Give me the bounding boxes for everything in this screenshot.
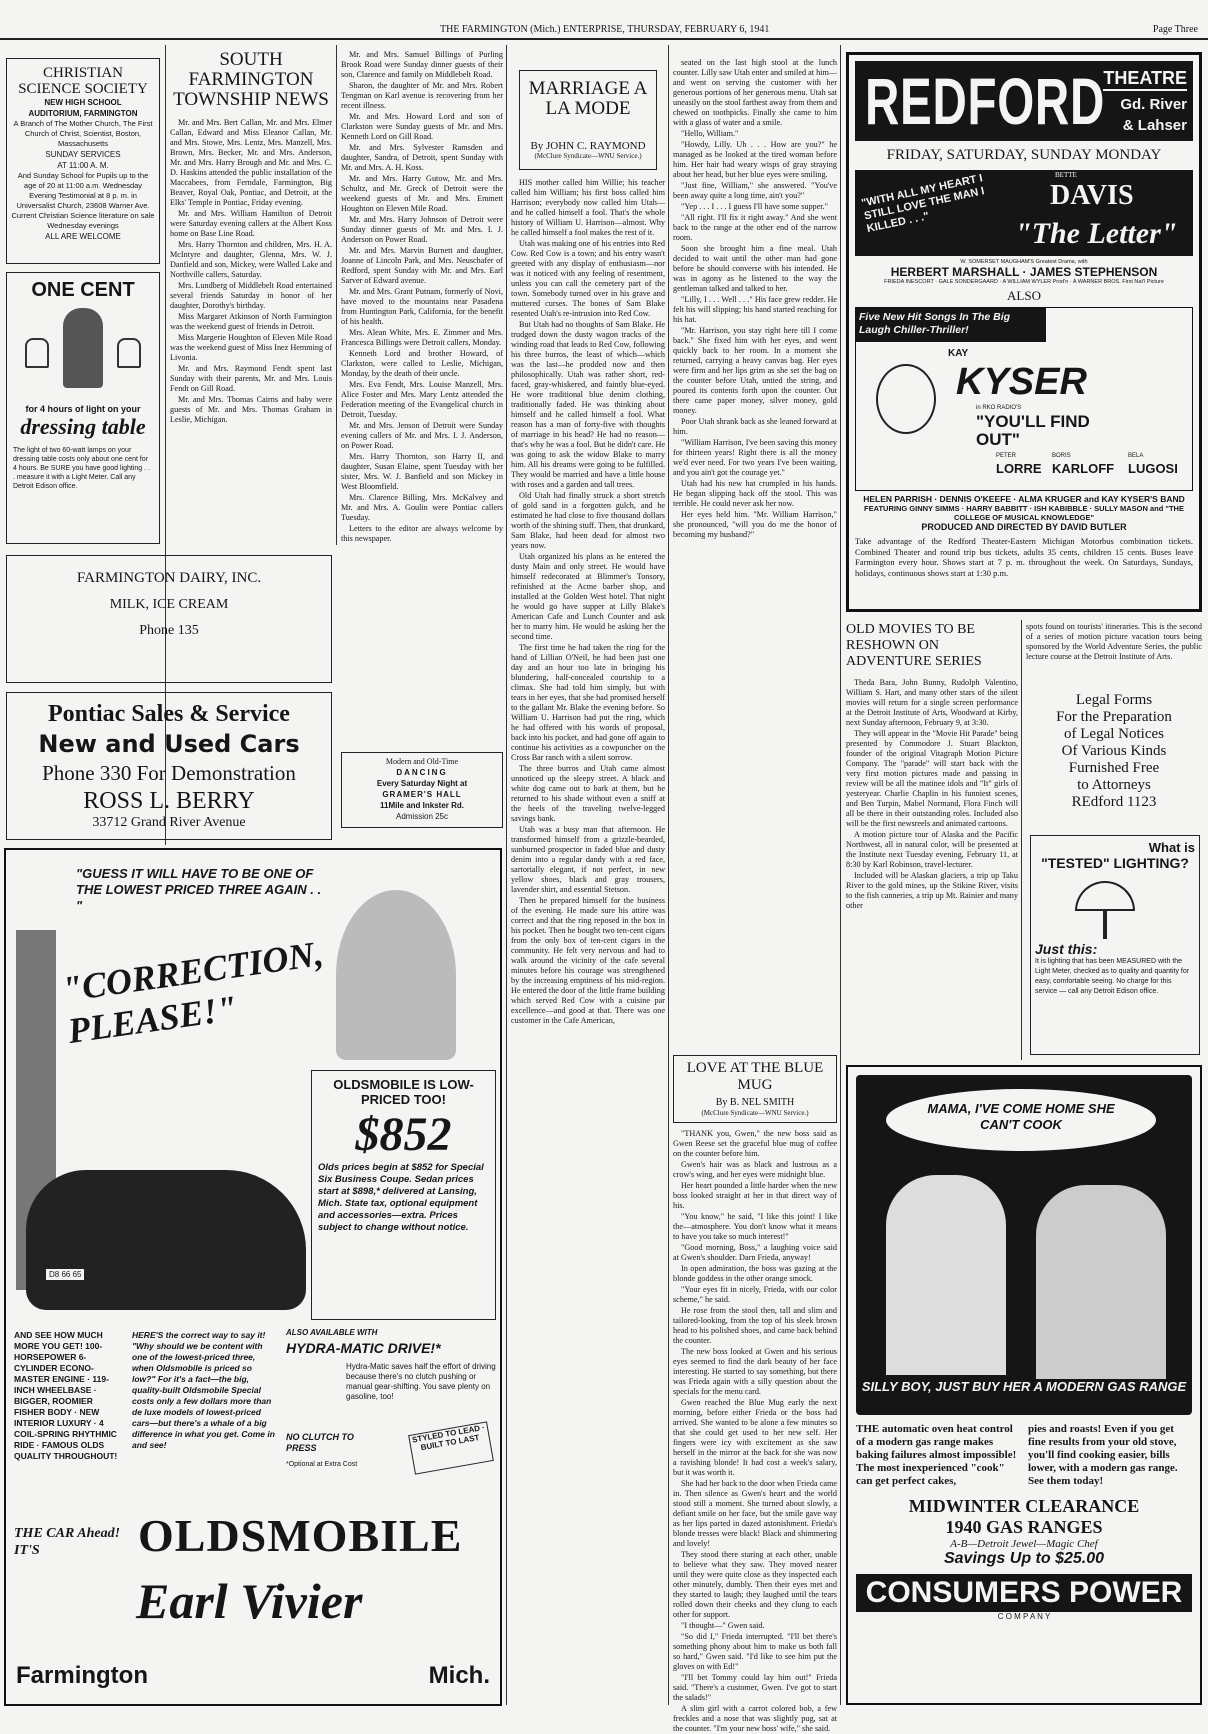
ad-headline: "CORRECTION, PLEASE!" bbox=[59, 933, 326, 1052]
notice-line: SUNDAY SERVICES bbox=[45, 150, 121, 159]
oldsmobile-ad bbox=[4, 848, 502, 1706]
paragraph: He rose from the stool then, tall and slim and tailored-looking, from the top of his sleek brown head to his polished shoes, and came back behind the counter. bbox=[673, 1306, 837, 1345]
old-movies-continued: spots found on tourists' itineraries. This is the second of a series of motion picture vacation tours being sponsored by the World Adventure Series, the public lecture course at the Detroit Institute of Arts. bbox=[1026, 622, 1202, 661]
paragraph: "So did I," Frieda interrupted. "I'll bet there's something phony about him to make us both fall so hard," Gwen said. "I'd like to see him put the gloves on with Ed!" bbox=[673, 1632, 837, 1671]
paragraph: Gwen reached the Blue Mug early the next morning, before either Frieda or the boss had arrived. She wanted to be alone a few minutes so that she could get used to her new self. Her fingers were icy with excitement as she saw herself in the mirror at the back for she was now a ravishing blonde! It had cost a week's salary, but it was worth it. bbox=[673, 1398, 837, 1477]
paragraph: "Just fine, William," she answered. "You've been away quite a long time, ain't you?" bbox=[673, 181, 837, 200]
ad-title: What is bbox=[1148, 840, 1195, 855]
paragraph: Mr. and Mrs. Howard Lord and son of Clarkston were Sunday guests of Mr. and Mrs. Kenneth Lord on Gill Road. bbox=[341, 112, 503, 141]
paragraph: "Lilly, I . . . Well . . ." His face grew redder. He felt his will slipping; his hand started reaching for his hat. bbox=[673, 295, 837, 324]
paragraph: Mr. and Mrs. Sylvester Ramsden and daughter, Sandra, of Detroit, spent Sunday with Mr. and Mrs. A. H. Koss. bbox=[341, 143, 503, 172]
film-credit: FRIEDA INESCORT · GALE SONDERGAARD · A WILLIAM WYLER Prod'n · A WARNER BROS. First Nat'l Picture bbox=[884, 279, 1164, 285]
notice-line: AUDITORIUM, FARMINGTON bbox=[28, 109, 138, 118]
marriage-a-la-mode-story bbox=[511, 50, 665, 1705]
film-tagline: Five New Hit Songs In The Big Laugh Chiller-Thriller! bbox=[856, 308, 1046, 342]
column-rule bbox=[1021, 620, 1022, 1060]
dealer-state: Mich. bbox=[428, 1662, 490, 1689]
paragraph: A motion picture tour of Alaska and the Pacific Northwest, all in natural color, will be presented at the Institute next Tuesday evening, February 11, at 8:30 by Karl Robinson, travel-lecturer. bbox=[846, 830, 1018, 869]
bus-ticket-notice: Take advantage of the Redford Theater-Eastern Michigan Motorbus combination tickets. Combined Theater and round trip bus tickets, adults 35 cents, children 15 cents. Buses leave Farmington every hour. Shows start at 7 p. m. throughout the week. On Saturdays, Sundays, holidays, continuous shows start at 1:30 p.m. bbox=[855, 536, 1193, 578]
column-rule bbox=[506, 45, 507, 1705]
paragraph: Utah was making one of his entries into Red Cow. Red Cow is a town; and his entry wasn't greeted with any display of enthusiasm—nor was it noticed with any feeling of resentment, unless you can call the cemetery part of the town. Somebody turned over in his grave and muttered curses. The bones of Sam Blake resented Utah's re-intrusion into Red Cow. bbox=[511, 239, 665, 318]
theatre-address: & Lahser bbox=[1122, 117, 1187, 134]
optional-note: *Optional at Extra Cost bbox=[286, 1461, 358, 1468]
paragraph: Mrs. Harry Thornton, son Harry II, and daughter, Susan Elaine, spent Tuesday with her sister, Mrs. W. J. Banfield and son Mickey in West Bloomfield. bbox=[341, 452, 503, 491]
film-title: "YOU'LL FIND OUT" bbox=[976, 412, 1090, 449]
notice-line: REdford 1123 bbox=[1071, 794, 1157, 810]
ad-body: It is lighting that has been MEASURED with the Light Meter, checked as to quality and quantity for easy, comfortable seeing. No charge for this service — call any Detroit Edison office. bbox=[1035, 958, 1190, 995]
kyser-portrait bbox=[876, 364, 936, 434]
story-headline: LOVE AT THE BLUE MUG bbox=[686, 1060, 824, 1093]
price-details: Olds prices begin at $852 for Special Six Business Coupe. Sedan prices start at $898,* delivered at Lansing, Mich. State tax, optional equipment and accessories—extra. Prices subject to change without notice. bbox=[318, 1162, 484, 1233]
paragraph: Mr. and Mrs. Samuel Billings of Purling Brook Road were Sunday dinner guests of their son, Clarence and family on Middlebelt Road. bbox=[341, 50, 503, 79]
film-director: PRODUCED AND DIRECTED BY DAVID BUTLER bbox=[921, 522, 1127, 532]
tested-lighting-ad bbox=[1030, 835, 1200, 1055]
star-name: LORRE bbox=[996, 461, 1042, 476]
lamp-illustration bbox=[23, 308, 143, 398]
brand-name: OLDSMOBILE bbox=[138, 1510, 463, 1561]
masthead-title: THE FARMINGTON (Mich.) ENTERPRISE, THURSDAY, FEBRUARY 6, 1941 bbox=[440, 24, 770, 35]
paragraph: The new boss looked at Gwen and his serious eyes seemed to find the dark beauty of her face interesting. He started to say something, but there was Frieda again with a silly question about the specials for the menu card. bbox=[673, 1347, 837, 1396]
notice-line: NEW HIGH SCHOOL bbox=[44, 98, 122, 107]
paragraph: seated on the last high stool at the lunch counter. Lilly saw Utah enter and smiled at him—and went on serving the customer with her generous portions of her generous menu. Utah sat uneasily on the stool farthest away from them and chewed on toothpicks. Finally she came to him with a glass of water and a smile. bbox=[673, 58, 837, 127]
notice-line: AT 11:00 A. M. bbox=[57, 161, 109, 170]
social-notes-column bbox=[341, 50, 503, 745]
dealer-name: Earl Vivier bbox=[136, 1573, 363, 1629]
company-logo: CONSUMERS POWER bbox=[856, 1574, 1192, 1612]
license-plate: D8 66 65 bbox=[46, 1269, 84, 1280]
notice-line: of Legal Notices bbox=[1064, 726, 1164, 742]
ad-subtitle: for 4 hours of light on your bbox=[25, 404, 141, 414]
marriage-story-continued bbox=[673, 58, 837, 1053]
paragraph: Mrs. Alean White, Mrs. E. Zimmer and Mrs. Francesca Billings were Detroit callers, Monday. bbox=[341, 328, 503, 347]
ad-line: New and Used Cars bbox=[38, 730, 300, 758]
legal-forms-notice bbox=[1026, 692, 1202, 811]
paragraph: "William Harrison, I've been saving this money for thirteen years! Right there is all the money we'd ever need. For two years I've been waiting, and you ain't got the courage yet." bbox=[673, 438, 837, 477]
film-credit: W. SOMERSET MAUGHAM'S Greatest Drama, with bbox=[960, 259, 1088, 265]
paragraph: Mrs. Harry Thornton and children, Mrs. H. A. McIntyre and daughter, Glenna, Mrs. W. J. Danfield and son, Mickey, were Walled Lake and Northville callers, Saturday. bbox=[170, 240, 332, 279]
paragraph: In open admiration, the boss was gazing at the blonde goddess in the other orange smock. bbox=[673, 1264, 837, 1283]
notice-line: And Sunday School for Pupils up to the age of 20 at 11:00 a.m. Wednesday Evening Testimonial at 8 p. m. in Universalist Church, 23608 Warner Ave. Current Christian Science literature on sale Wednesday evenings bbox=[11, 171, 155, 230]
sale-headline: MIDWINTER CLEARANCE bbox=[908, 1496, 1140, 1516]
article-headline: SOUTH FARMINGTON TOWNSHIP NEWS bbox=[173, 49, 329, 110]
notice-line: Furnished Free bbox=[1068, 760, 1160, 776]
the-letter-banner bbox=[855, 170, 1193, 256]
feature-list: AND SEE HOW MUCH MORE YOU GET! 100-HORSEPOWER 6-CYLINDER ECONO-MASTER ENGINE · 119-INCH WHEELBASE · BIGGER, ROOMIER FISHER BODY · NEW INTERIOR LUXURY · 4 COIL-SPRING RHYTHMIC RIDE · FAMOUS OLDS QUALITY THROUGHOUT! bbox=[14, 1330, 118, 1461]
youll-find-out-ad bbox=[855, 307, 1193, 491]
paragraph: Soon she brought him a fine meal. Utah decided to wait until the other man had gone before he should converse with his intended. He was in agony as he listened to the way the gentleman talked and talked to her. bbox=[673, 244, 837, 293]
hydra-headline: HYDRA-MATIC DRIVE!* bbox=[286, 1340, 441, 1356]
theatre-address: Gd. River bbox=[1120, 96, 1187, 113]
ad-body: THE automatic oven heat control of a modern gas range makes baking failures almost impossible! The most inexperienced "cook" can get perfect cakes, bbox=[856, 1423, 1017, 1487]
ad-script: dressing table bbox=[20, 414, 146, 439]
paragraph: She had her back to the door when Frieda came in. Then silence as Gwen's heart and the world stood still a moment. She turned about slowly, a defiant smile on her face, but the smile gave way as her lips parted in dazed astonishment. Frieda's blonde tresses were black! Black and shimmering and lovely! bbox=[673, 1479, 837, 1548]
paragraph: But Utah had no thoughts of Sam Blake. He trudged down the dusty wagon tracks of the winding road that leads to Red Cow, following his three burros, the least of which—which was the last—he prodded now and then philosophically. Utah was rather short, red-faced, gray-whiskered, and faintly blue-eyed. He wore traditional blue denim clothing, traditionally faded. He was thinking about himself and he called himself a fool. What reason has a man of forty-five with thoughts of marriage in his head? He had no reason—that's why he was a fool. But he didn't care. He was going to ask the widow Blake to marry him. All his dreams were going to be fulfilled. They would be married and have a little house with roses and a garden and tall trees. bbox=[511, 320, 665, 489]
no-clutch-label: NO CLUTCH TO PRESS bbox=[286, 1432, 354, 1453]
star-name: DAVIS bbox=[1050, 180, 1134, 211]
dealer-town: Farmington bbox=[16, 1662, 148, 1689]
paragraph: Then he prepared himself for the business of the evening. He made sure his attire was correct and that the ring reposed in the box in his pocket. Then he bought two ten-cent cigars from the only box of ten-cent cigars in the community. He felt very nervous and had to walk around the vicinity of the cafe several minutes before his courage was strengthened by the increasing emptiness of his mid-region. He entered the door of the little frame building which served Red Cow with a cuisine par excellence—and good at that. There was one customer in the Cafe American, bbox=[511, 896, 665, 1025]
story-syndicate: (McClure Syndicate—WNU Service.) bbox=[534, 152, 642, 160]
paragraph: Mr. and Mrs. Thomas Cairns and baby were guests of Mr. and Mrs. Thomas Graham in Leslie, Michigan. bbox=[170, 395, 332, 424]
car-illustration bbox=[26, 1170, 306, 1310]
paragraph: Utah had his new hat crumpled in his hands. He began slipping back off the stool. This was terrible. He could never ask her now. bbox=[673, 479, 837, 508]
gramers-hall-ad bbox=[341, 752, 503, 828]
notice-line: For the Preparation bbox=[1056, 709, 1172, 725]
paragraph: Included will be Alaskan glaciers, a trip up Taku River to the gold mines, up the Stikine River, visits to the fish canneries, a trip up Mt. Rainier and many other bbox=[846, 871, 1018, 910]
paragraph: Letters to the editor are always welcome by this newspaper. bbox=[341, 524, 503, 543]
paragraph: Utah was a busy man that afternoon. He transformed himself from a grizzle-bearded, sunburned prospector in faded blue and dusty denim into a regular dandy with a red face, sartorially elegant, if not perfect, in new yellow shoes, black and gray trousers, lavender shirt, and essential Stetson. bbox=[511, 825, 665, 894]
paragraph: Mr. and Mrs. Marvin Burnett and daughter, Joanne of Lincoln Park, and Mrs. Neuschafer of Redford, spent Sunday with Mr. and Mrs. Earl Sarver of Edward avenue. bbox=[341, 246, 503, 285]
ad-line: 11Mile and Inkster Rd. bbox=[379, 801, 465, 810]
hydra-body: Hydra-Matic saves half the effort of driving because there's no clutch pushing or manual gear-shifting. You save plenty on gasoline, too! bbox=[346, 1362, 496, 1401]
paragraph: Mrs. Lundberg of Middlebelt Road entertained several friends Saturday in honor of her daughter, Dorothy's birthday. bbox=[170, 281, 332, 310]
paragraph: Kenneth Lord and brother Howard, of Clarkston, were called to Leslie, Michigan, Monday, by the death of their uncle. bbox=[341, 349, 503, 378]
paragraph: Sharon, the daughter of Mr. and Mrs. Robert Tengman on Karl avenue is recovering from her recent illness. bbox=[341, 81, 503, 110]
paragraph: "Your eyes fit in nicely, Frieda, with our color scheme," he said. bbox=[673, 1285, 837, 1304]
paragraph: They stood there staring at each other, unable to believe what they saw. They moved nearer until they were quite close as they inspected each other minutely, dumbly. Then their eyes met and they started to laugh; they laughed until the tears rolled down their cheeks and they clung to each other for support. bbox=[673, 1550, 837, 1619]
sale-brands: A-B—Detroit Jewel—Magic Chef bbox=[950, 1538, 1098, 1550]
ad-caption: SILLY BOY, JUST BUY HER A MODERN GAS RANGE bbox=[856, 1379, 1192, 1411]
paragraph: Mr. and Mrs. Jenson of Detroit were Sunday evening callers of Mr. and Mrs. I. J. Anderson, on Power Road. bbox=[341, 421, 503, 450]
ad-body: The light of two 60-watt lamps on your dressing table costs only about one cent for 4 hours. Be SURE you have good lighting . . . measure it with a Light Meter. Call any Detroit Edison office. bbox=[13, 447, 150, 490]
one-cent-ad bbox=[6, 272, 160, 544]
film-stars: HERBERT MARSHALL · JAMES STEPHENSON bbox=[890, 265, 1158, 279]
star-first-name: BETTE bbox=[1055, 171, 1077, 179]
ad-line: 33712 Grand River Avenue bbox=[92, 815, 246, 830]
article-headline: OLD MOVIES TO BE RESHOWN ON ADVENTURE SERIES bbox=[846, 622, 982, 669]
column-rule bbox=[336, 45, 337, 545]
farmington-dairy-ad bbox=[6, 555, 332, 683]
consumers-power-gas-range-ad bbox=[846, 1065, 1202, 1705]
redford-theatre-ad bbox=[846, 52, 1202, 612]
star-name: KYSER bbox=[956, 361, 1087, 403]
paragraph: Theda Bara, John Bunny, Rudolph Valentino, William S. Hart, and many other stars of the silent movies will return for a single screen performance at the Detroit Institute of Arts, Woodward at Kirby, next Sunday afternoon, February 9, at 3:30. bbox=[846, 678, 1018, 727]
sale-savings: Savings Up to $25.00 bbox=[943, 1550, 1105, 1567]
paragraph: Mr. and Mrs. William Hamilton of Detroit were Saturday evening callers at the Albert Koss home on Base Line Road. bbox=[170, 209, 332, 238]
paragraph: "Howdy, Lilly. Uh . . . How are you?" he managed as he looked at the tired woman before him. Her hair had weary wisps of gray straying about her head, but her blue eyes were smiling. bbox=[673, 140, 837, 179]
sale-headline: 1940 GAS RANGES bbox=[945, 1517, 1103, 1537]
paragraph: "Yep . . . I . . . I guess I'll have some supper." bbox=[681, 202, 828, 211]
paragraph: Miss Margerie Houghton of Eleven Mile Road was the weekend guest of Miss Inez Hemming of Livonia. bbox=[170, 333, 332, 362]
paragraph: "You know," he said, "I like this joint! I like the—atmosphere. You don't know what it means to have you take so much interest!" bbox=[673, 1212, 837, 1241]
pontiac-ad bbox=[6, 692, 332, 840]
speech-bubble: MAMA, I'VE COME HOME SHE CAN'T COOK bbox=[886, 1089, 1156, 1151]
notice-line: Legal Forms bbox=[1075, 692, 1153, 708]
paragraph: Poor Utah shrank back as she leaned forward at him. bbox=[673, 417, 837, 436]
paragraph: Utah organized his plans as he entered the dusty Main and only street. He would have himself redecorated at Blimmer's Tonsory, refinished at the Acme barber shop, and installed at the Golden West hotel. That night he would go have supper at Lilly Blake's American Cafe and Lunch Counter and ask her to marry him. He would be asking her the second time. bbox=[511, 552, 665, 641]
ad-line: GRAMER'S HALL bbox=[382, 790, 462, 799]
theatre-label: THEATRE bbox=[1103, 67, 1187, 91]
paragraph: "THANK you, Gwen," the new boss said as Gwen Reese set the graceful blue mug of coffee on the counter before him. bbox=[673, 1129, 837, 1158]
price-box bbox=[311, 1070, 496, 1320]
paragraph: Mr. and Mrs. Harry Johnson of Detroit were Sunday dinner guests of Mr. and Mrs. I. J. Anderson on Power Road. bbox=[341, 215, 503, 244]
lamp-icon bbox=[1035, 871, 1195, 941]
ad-subtitle: Just this: bbox=[1035, 941, 1098, 957]
ad-body: pies and roasts! Even if you get fine results from your old stove, you'll find cooking easier, bills lower, with a modern gas range. See them today! bbox=[1028, 1423, 1178, 1487]
gas-range-illustration bbox=[856, 1075, 1192, 1415]
paragraph: "I'll bet Tommy could lay him out!" Frieda said. "There's a customer, Gwen. I've got to start the salads!" bbox=[673, 1673, 837, 1702]
old-movies-article bbox=[846, 622, 1018, 1062]
notice-title: CHRISTIAN SCIENCE SOCIETY bbox=[18, 65, 148, 97]
star-first-name: BORIS bbox=[1052, 453, 1071, 459]
star-first-name: BELA bbox=[1128, 453, 1144, 459]
paragraph: A slim girl with a carrot colored bob, a few freckles and a nose that was slightly pug, sat at the counter. "I'm your new boss' wife," she said. bbox=[673, 1704, 837, 1733]
notice-line: A Branch of The Mother Church, The First Church of Christ, Scientist, Boston, Massachusetts bbox=[13, 119, 153, 148]
theatre-name: REDFORD bbox=[865, 64, 1105, 138]
ad-line: Pontiac Sales & Service bbox=[48, 701, 290, 727]
south-farmington-news bbox=[170, 50, 332, 550]
styled-to-lead-badge: STYLED TO LEAD · BUILT TO LAST bbox=[408, 1421, 494, 1474]
star-first-name: PETER bbox=[996, 453, 1017, 459]
price-value: $852 bbox=[355, 1108, 452, 1161]
ad-line: Every Saturday Night at bbox=[376, 779, 468, 788]
masthead bbox=[0, 0, 1208, 40]
theatre-banner bbox=[855, 61, 1193, 141]
film-tagline: "WITH ALL MY HEART I STILL LOVE THE MAN I KILLED . . ." bbox=[860, 172, 986, 236]
car-ahead-slogan: THE CAR Ahead! IT'S bbox=[14, 1526, 121, 1558]
paragraph: Old Utah had finally struck a short stretch of gold sand in a forgotten gulch, and he estimated he had close to five thousand dollars worth of the shining stuff. Then, that drunkard, Sam Blake, had been dead for almost two years now. bbox=[511, 491, 665, 550]
ad-line: Phone 330 For Demonstration bbox=[42, 761, 296, 785]
ad-quote: "GUESS IT WILL HAVE TO BE ONE OF THE LOWEST PRICED THREE AGAIN . . " bbox=[76, 866, 322, 913]
paragraph: Mr. and Mrs. Grant Putnam, formerly of Novi, have moved to the mountains near Pasadena from Huntington Park, California, for the benefit of his health. bbox=[341, 287, 503, 326]
price-headline: OLDSMOBILE IS LOW-PRICED TOO! bbox=[333, 1077, 474, 1107]
star-first-name: KAY bbox=[948, 348, 969, 359]
company-logo-sub: C O M P A N Y bbox=[997, 1612, 1051, 1621]
man-illustration bbox=[336, 890, 456, 1060]
story-syndicate: (McClure Syndicate—WNU Service.) bbox=[701, 1109, 809, 1117]
paragraph: "Hello, William." bbox=[681, 129, 739, 138]
notice-line: Of Various Kinds bbox=[1061, 743, 1167, 759]
paragraph: "Mr. Harrison, you stay right here till I come back." She fixed him with her eyes, and went quickly back to her room. In a moment she returned, carrying a heavy canvas bag. Her eyes were firm and her lips grim as she set the bag on the counter before Utah, untied the string, and poured its contents forth upon the counter. Out there came paper money, silver money, gold money. bbox=[673, 326, 837, 415]
page-number: Page Three bbox=[1152, 24, 1198, 35]
hydra-label: ALSO AVAILABLE WITH bbox=[286, 1328, 378, 1337]
ad-line: DANCING bbox=[396, 768, 448, 777]
ad-line: MILK, ICE CREAM bbox=[109, 597, 229, 612]
column-rule bbox=[668, 45, 669, 1705]
paragraph: The first time he had taken the ring for the hand of Lillian O'Neil, he had been just one day and an hour too late in bringing his blundering, half-concealed courtship to a climax. She had told him simply, but with tears in her eyes, that she had promised herself to the gallant Mr. Blake the evening before. So William U. Harrison had put the ring, which he had offered with his words of proposal, back into his pocket, and had gone off again to continue his activities as a cowpuncher on the Cross Bar ranch with a silent sorrow. bbox=[511, 643, 665, 762]
paragraph: Her eyes held him. "Mr. William Harrison," she pronounced, "will you do me the honor of becoming my husband?" bbox=[673, 510, 837, 539]
love-at-blue-mug-story bbox=[673, 1055, 837, 1733]
paragraph: "I thought—" Gwen said. bbox=[681, 1621, 765, 1630]
star-name: KARLOFF bbox=[1052, 461, 1115, 476]
story-byline: By JOHN C. RAYMOND bbox=[530, 140, 646, 152]
paragraph: Mr. and Mrs. Harry Gutow, Mr. and Mrs. Schultz, and Mr. Greck of Detroit were the weekend guests of Mr. and Mrs. Emmett Houghton on Eleven Mile Road. bbox=[341, 174, 503, 213]
paragraph: Mr. and Mrs. Bert Callan, Mr. and Mrs. Elmer Callan, Edward and Miss Eleanor Callan, Mr. and Mrs. Stowe, Mrs. Lentz, Mrs. Manzell, Mrs. Brown, Mrs. Becker, Mr. and Mrs. Anderson, Mr. and Mrs. Harry Brough and Mr. and Mrs. C. D. Haskins attended the public installation of the Maccabees, from Ferndale, Farmington, Big Beaver, Royal Oak, Pontiac, and Detroit, at the Elks' Temple in Pontiac, Friday evening. bbox=[170, 118, 332, 207]
studio-credit: in RKO RADIO'S bbox=[976, 405, 1022, 411]
paragraph: HIS mother called him Willie; his teacher called him William; his first boss called him Harrison; everybody now called him Utah—and he called himself a fool. That's the whole history of William U. Harrison—almost. Why he called himself a fool makes the rest of it. bbox=[511, 178, 665, 237]
paragraph: They will appear in the "Movie Hit Parade" being presented by Commodore J. Stuart Blackton, founder of the original Vitagraph Motion Picture Company. The "parade" will start back with the very first motion pictures made and passing in review will be all the matinee idols and "It" girls of yesteryear. Charlie Chaplin in his funniest scenes, and Ben Turpin, Mabel Normand, Flora Finch will all be there in their outstanding roles. Included also will be the first newsreels and animated cartoons. bbox=[846, 729, 1018, 828]
paragraph: The three burros and Utah came almost unnoticed up the sleepy street. A black and white dog came out to bark at them, but he returned to his shade without even a sniff at the heels of the traveling twelve-legged savings bank. bbox=[511, 764, 665, 823]
paragraph: Mr. and Mrs. Raymond Fendt spent last Sunday with their parents, Mr. and Mrs. Louis Fendt on Gill Road. bbox=[170, 364, 332, 393]
also-label: ALSO bbox=[1007, 288, 1041, 303]
christian-science-notice bbox=[6, 58, 160, 264]
film-cast: HELEN PARRISH · DENNIS O'KEEFE · ALMA KRUGER and KAY KYSER'S BAND bbox=[863, 494, 1185, 504]
story-headline: MARRIAGE A LA MODE bbox=[528, 78, 648, 119]
paragraph: Mrs. Clarence Billing, Mrs. McKalvey and Mr. and Mrs. A. Goulin were Pontiac callers Tuesday. bbox=[341, 493, 503, 522]
ad-line: Admission 25c bbox=[395, 812, 449, 821]
ad-line: ROSS L. BERRY bbox=[83, 788, 255, 814]
ad-body: HERE'S the correct way to say it! "Why should we be content with one of the lowest-priced three, when Oldsmobile is priced so low?" For it's a fact—the big, quality-built Oldsmobile Special costs only a few dollars more than de luxe models of lowest-priced cars—but there's a whale of a big difference in what you get. Come in and see! bbox=[132, 1330, 275, 1450]
paragraph: Mrs. Eva Fendt, Mrs. Louise Manzell, Mrs. Alice Foster and Mrs. Mary Lentz attended the Federation meeting of the Evangelical church in Detroit, Tuesday. bbox=[341, 380, 503, 419]
paragraph: "All right. I'll fix it right away." And she went back to the range at the other end of the narrow room. bbox=[673, 213, 837, 242]
paragraph: Gwen's hair was as black and lustrous as a crow's wing, and her eyes were midnight blue. bbox=[673, 1160, 837, 1179]
column-rule bbox=[840, 45, 841, 1705]
paragraph: Her heart pounded a little harder when the new boss looked straight at her in that direct way of his. bbox=[673, 1181, 837, 1210]
ad-title: ONE CENT bbox=[31, 279, 135, 301]
star-name: LUGOSI bbox=[1128, 461, 1178, 476]
show-days: FRIDAY, SATURDAY, SUNDAY MONDAY bbox=[886, 147, 1162, 163]
ad-phone: Phone 135 bbox=[139, 623, 199, 638]
ad-title: FARMINGTON DAIRY, INC. bbox=[76, 570, 262, 586]
paragraph: Miss Margaret Atkinson of North Farmington was the weekend guest of friends in Detroit. bbox=[170, 312, 332, 331]
film-title: "The Letter" bbox=[1015, 217, 1178, 250]
story-byline: By B. NEL SMITH bbox=[715, 1097, 795, 1108]
paragraph: "Good morning, Boss," a laughing voice said at Gwen's shoulder. Darn Frieda, anyway! bbox=[673, 1243, 837, 1262]
film-cast: FEATURING GINNY SIMMS · HARRY BABBITT · ISH KABIBBLE · SULLY MASON and "THE COLLEGE OF MUSICAL KNOWLEDGE" bbox=[864, 504, 1184, 522]
notice-line: to Attorneys bbox=[1077, 777, 1151, 793]
ad-line: Modern and Old-Time bbox=[385, 757, 459, 766]
ad-title: "TESTED" LIGHTING? bbox=[1041, 855, 1189, 871]
notice-line: ALL ARE WELCOME bbox=[45, 232, 121, 241]
